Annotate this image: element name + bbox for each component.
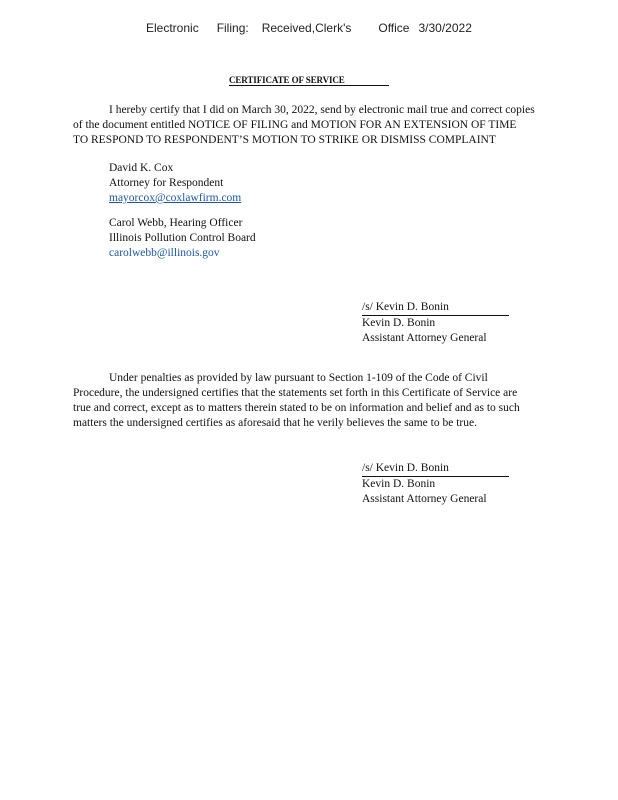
penalty-line-4: matters the undersigned certifies as aforesaid that he verily believes the same to be true. bbox=[73, 417, 477, 429]
filing-header bbox=[146, 21, 472, 35]
certificate-title-text: CERTIFICATE OF SERVICE bbox=[229, 75, 389, 86]
header-date: 3/30/2022 bbox=[418, 21, 472, 35]
signature-1-line bbox=[362, 300, 509, 316]
recipient-2-email-link[interactable]: carolwebb@illinois.gov bbox=[109, 247, 220, 259]
intro-line-3: TO RESPOND TO RESPONDENT’S MOTION TO STRIKE OR DISMISS COMPLAINT bbox=[73, 134, 496, 146]
penalty-line-1: Under penalties as provided by law pursuant to Section 1-109 of the Code of Civil bbox=[109, 372, 488, 384]
recipient-2-name: Carol Webb, Hearing Officer bbox=[109, 217, 243, 229]
signature-2-name: Kevin D. Bonin bbox=[362, 478, 436, 490]
header-office: Office bbox=[378, 21, 410, 35]
certificate-title bbox=[229, 75, 389, 86]
recipient-1-name: David K. Cox bbox=[109, 162, 174, 174]
header-received: Received,Clerk's bbox=[261, 21, 352, 35]
header-filing: Filing: bbox=[216, 21, 249, 35]
recipient-1-email-link[interactable]: mayorcox@coxlawfirm.com bbox=[109, 192, 242, 204]
signature-1-text: /s/ Kevin D. Bonin bbox=[362, 301, 449, 313]
recipient-2 bbox=[109, 216, 256, 261]
signature-block-2 bbox=[362, 461, 509, 507]
signature-1-title: Assistant Attorney General bbox=[362, 332, 487, 344]
signature-1-name: Kevin D. Bonin bbox=[362, 317, 436, 329]
signature-2-line bbox=[362, 461, 509, 477]
penalty-paragraph bbox=[73, 371, 520, 431]
penalty-line-2: Procedure, the undersigned certifies that the statements set forth in this Certificate of Service are bbox=[73, 387, 518, 399]
intro-paragraph bbox=[73, 103, 535, 148]
signature-2-text: /s/ Kevin D. Bonin bbox=[362, 462, 449, 474]
signature-block-1 bbox=[362, 300, 509, 346]
intro-line-2: of the document entitled NOTICE OF FILING and MOTION FOR AN EXTENSION OF TIME bbox=[73, 119, 517, 131]
recipient-1-title: Attorney for Respondent bbox=[109, 177, 224, 189]
header-electronic: Electronic bbox=[146, 21, 199, 35]
recipient-1 bbox=[109, 161, 241, 206]
penalty-line-3: true and correct, except as to matters therein stated to be on information and belief and as to such bbox=[73, 402, 520, 414]
intro-line-1: I hereby certify that I did on March 30, 2022, send by electronic mail true and correct copies bbox=[109, 104, 535, 116]
signature-2-title: Assistant Attorney General bbox=[362, 493, 487, 505]
recipient-2-title: Illinois Pollution Control Board bbox=[109, 232, 256, 244]
